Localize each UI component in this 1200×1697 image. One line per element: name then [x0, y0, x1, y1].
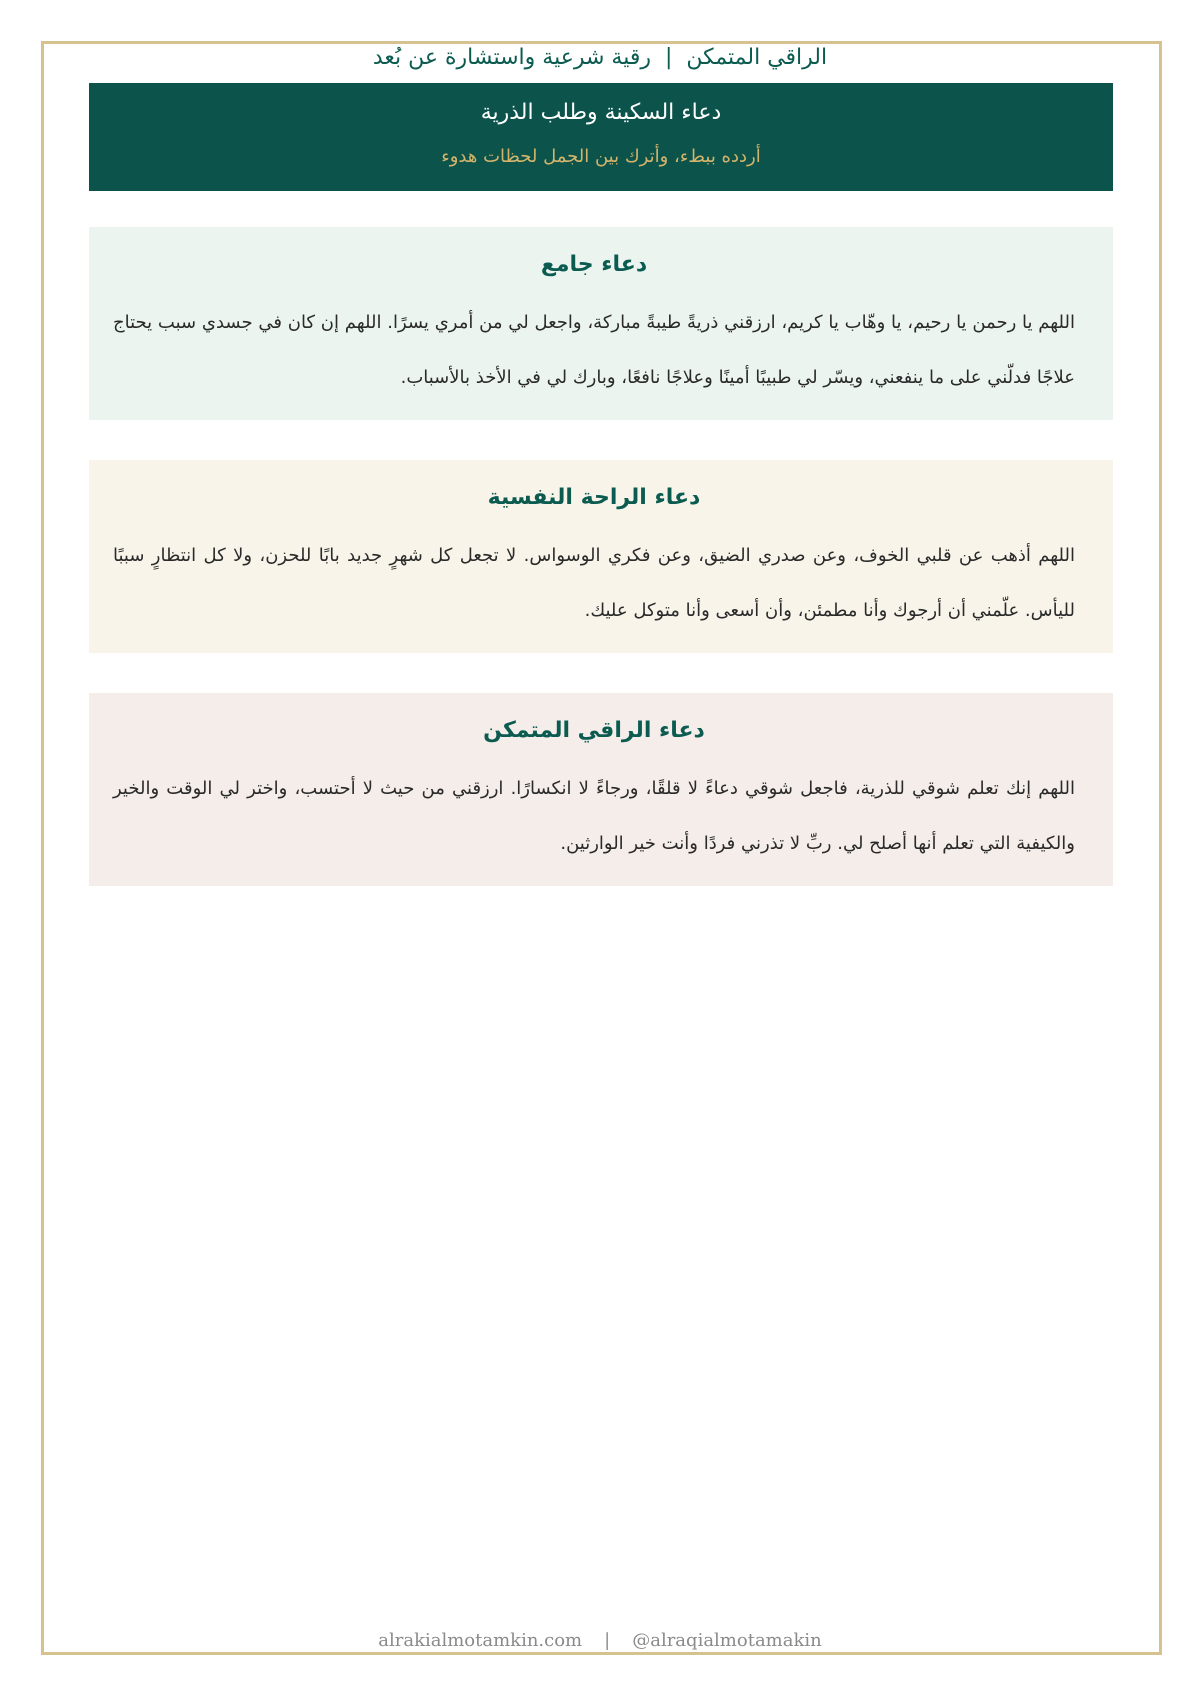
card-title: دعاء جامع — [540, 252, 648, 277]
card-text: اللهم إنك تعلم شوقي للذرية، فاجعل شوقي دعاءً لا قلقًا، ورجاءً لا انكسارًا. ارزقني من حيث لا أحتسب، واختر لي الوقت والخير والكيفية التي تعلم أنها أصلح لي. ربِّ لا تذرني فردًا وأنت خير الوارثين. — [113, 778, 1075, 854]
footer-separator: | — [604, 1630, 611, 1651]
header-separator: | — [665, 45, 673, 70]
card-title: دعاء الراقي المتمكن — [483, 718, 705, 743]
header-brand-line — [0, 41, 1200, 75]
card-text: اللهم يا رحمن يا رحيم، يا وهّاب يا كريم، ارزقني ذريةً طيبةً مباركة، واجعل لي من أمري يسرًا. اللهم إن كان في جسدي سبب يحتاج علاجًا فدلّني على ما ينفعني، ويسّر لي طبيبًا أمينًا وعلاجًا نافعًا، وبارك لي في الأخذ بالأسباب. — [113, 312, 1075, 388]
dua-card-comprehensive — [89, 227, 1113, 420]
footer-social-handle[interactable]: @alraqialmotamakin — [632, 1630, 822, 1651]
hero-subtitle: أردده ببطء، وأترك بين الجمل لحظات هدوء — [441, 146, 761, 167]
card-title: دعاء الراحة النفسية — [487, 485, 701, 510]
brand-name: الراقي المتمكن — [686, 45, 828, 70]
hero-banner — [89, 83, 1113, 191]
dua-card-raqi — [89, 693, 1113, 886]
dua-card-peace-of-mind — [89, 460, 1113, 653]
card-text: اللهم أذهب عن قلبي الخوف، وعن صدري الضيق، وعن فكري الوسواس. لا تجعل كل شهرٍ جديد بابًا للحزن، ولا كل انتظارٍ سببًا لليأس. علّمني أن أرجوك وأنا مطمئن، وأن أسعى وأنا متوكل عليك. — [113, 545, 1075, 621]
brand-tagline: رقية شرعية واستشارة عن بُعد — [372, 45, 651, 70]
footer — [0, 1628, 1200, 1654]
footer-website[interactable]: alrakialmotamkin.com — [378, 1630, 583, 1651]
hero-title: دعاء السكينة وطلب الذرية — [480, 100, 722, 125]
